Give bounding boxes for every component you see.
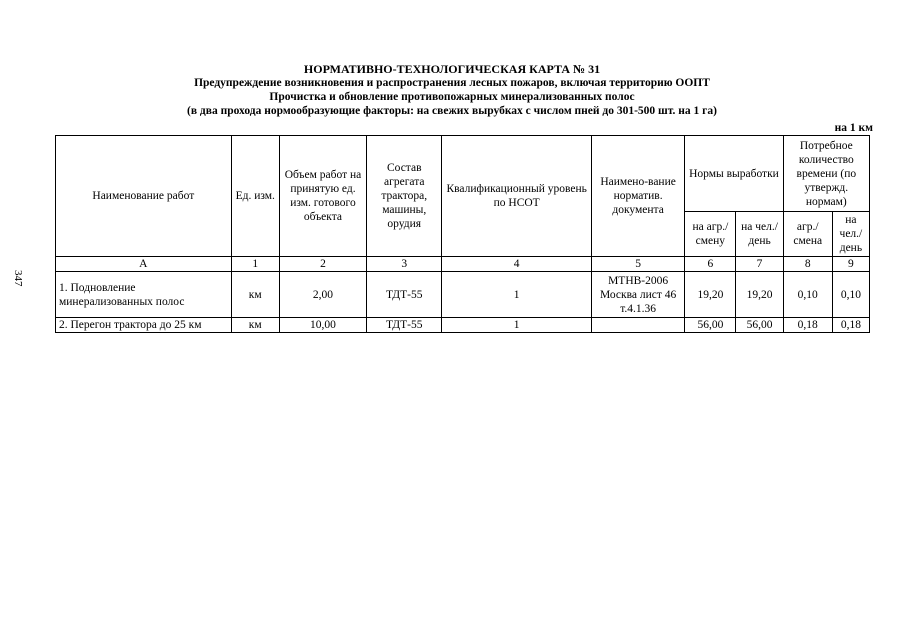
cell-aggregate: ТДТ-55 bbox=[367, 272, 442, 318]
cell-volume: 10,00 bbox=[279, 318, 366, 333]
header-person-day: на чел./ день bbox=[832, 212, 869, 257]
unit-note: на 1 км bbox=[834, 122, 873, 134]
column-number: 5 bbox=[591, 257, 684, 272]
page-number: 347 bbox=[12, 270, 24, 287]
cell-unit: км bbox=[231, 272, 279, 318]
column-number: 8 bbox=[783, 257, 832, 272]
header-per-person-day: на чел./ день bbox=[736, 212, 783, 257]
cell-document: МТНВ-2006 Москва лист 46 т.4.1.36 bbox=[591, 272, 684, 318]
header-per-agg-shift: на агр./ смену bbox=[685, 212, 736, 257]
header-agg-shift: агр./ смена bbox=[783, 212, 832, 257]
header-time-required: Потребное количество времени (по утвержд. нормам) bbox=[783, 136, 869, 212]
column-number: 2 bbox=[279, 257, 366, 272]
table-row bbox=[56, 318, 870, 333]
column-number: А bbox=[56, 257, 232, 272]
header-qualification: Квалификационный уровень по НСОТ bbox=[442, 136, 592, 257]
norms-table bbox=[55, 135, 870, 333]
header-unit: Ед. изм. bbox=[231, 136, 279, 257]
column-number: 9 bbox=[832, 257, 869, 272]
cell-qualification: 1 bbox=[442, 272, 592, 318]
header-aggregate: Состав агрегата трактора, машины, орудия bbox=[367, 136, 442, 257]
column-number-row bbox=[56, 257, 870, 272]
column-number: 1 bbox=[231, 257, 279, 272]
cell-aggregate: ТДТ-55 bbox=[367, 318, 442, 333]
cell-document bbox=[591, 318, 684, 333]
table-row bbox=[56, 272, 870, 318]
document-header bbox=[0, 62, 904, 118]
cell-norm-person: 19,20 bbox=[736, 272, 783, 318]
header-work-name: Наименование работ bbox=[56, 136, 232, 257]
document-subtitle-1: Предупреждение возникновения и распространения лесных пожаров, включая территорию ООПТ bbox=[194, 77, 710, 89]
cell-work-name: 1. Подновление минерализованных полос bbox=[56, 272, 232, 318]
column-number: 7 bbox=[736, 257, 783, 272]
cell-time-person: 0,10 bbox=[832, 272, 869, 318]
column-number: 3 bbox=[367, 257, 442, 272]
header-volume: Объем работ на принятую ед. изм. готового объекта bbox=[279, 136, 366, 257]
cell-unit: км bbox=[231, 318, 279, 333]
table-header-row bbox=[56, 136, 870, 212]
column-number: 4 bbox=[442, 257, 592, 272]
cell-time-person: 0,18 bbox=[832, 318, 869, 333]
cell-volume: 2,00 bbox=[279, 272, 366, 318]
cell-time-agg: 0,10 bbox=[783, 272, 832, 318]
document-subtitle-2: Прочистка и обновление противопожарных минерализованных полос bbox=[269, 91, 635, 103]
header-document: Наимено-вание норматив. документа bbox=[591, 136, 684, 257]
cell-work-name: 2. Перегон трактора до 25 км bbox=[56, 318, 232, 333]
cell-norm-agg: 19,20 bbox=[685, 272, 736, 318]
document-title: НОРМАТИВНО-ТЕХНОЛОГИЧЕСКАЯ КАРТА № 31 bbox=[303, 62, 601, 76]
cell-norm-agg: 56,00 bbox=[685, 318, 736, 333]
header-output-norms: Нормы выработки bbox=[685, 136, 783, 212]
column-number: 6 bbox=[685, 257, 736, 272]
cell-time-agg: 0,18 bbox=[783, 318, 832, 333]
cell-qualification: 1 bbox=[442, 318, 592, 333]
cell-norm-person: 56,00 bbox=[736, 318, 783, 333]
document-subtitle-3: (в два прохода нормообразующие факторы: на свежих вырубках с числом пней до 301-500 шт. на 1 га) bbox=[187, 105, 717, 117]
